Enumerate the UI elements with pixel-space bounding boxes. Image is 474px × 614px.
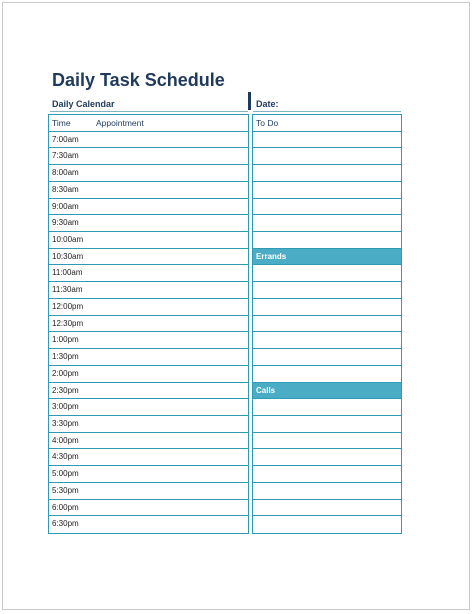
- task-entry-row[interactable]: [253, 199, 401, 216]
- errands-section-title: Errands: [256, 251, 287, 261]
- time-slot-row[interactable]: [49, 148, 248, 165]
- time-slot-row[interactable]: [49, 416, 248, 433]
- time-slot-row[interactable]: [49, 265, 248, 282]
- time-slot-row[interactable]: [49, 433, 248, 450]
- time-slot-label: 6:00pm: [52, 502, 79, 512]
- time-slot-label: 12:00pm: [52, 301, 84, 311]
- schedule-header-row: [49, 115, 248, 132]
- task-entry-row[interactable]: [253, 282, 401, 299]
- time-slot-label: 12:30pm: [52, 318, 84, 328]
- time-slot-row[interactable]: [49, 483, 248, 500]
- time-slot-label: 7:30am: [52, 151, 79, 161]
- time-slot-label: 9:00am: [52, 201, 79, 211]
- task-entry-row[interactable]: [253, 416, 401, 433]
- todo-header-row: [253, 115, 401, 132]
- time-slot-row[interactable]: [49, 165, 248, 182]
- time-slot-row[interactable]: [49, 332, 248, 349]
- time-slot-row[interactable]: [49, 282, 248, 299]
- task-entry-row[interactable]: [253, 399, 401, 416]
- task-entry-row[interactable]: [253, 483, 401, 500]
- time-column-header: Time: [52, 118, 71, 128]
- time-slot-label: 7:00am: [52, 134, 79, 144]
- task-entry-row[interactable]: [253, 316, 401, 333]
- time-slot-row[interactable]: [49, 299, 248, 316]
- time-slot-row[interactable]: [49, 215, 248, 232]
- task-entry-row[interactable]: [253, 148, 401, 165]
- calls-header-row: [253, 383, 401, 400]
- page-title: Daily Task Schedule: [52, 70, 225, 90]
- date-accent-bar: [248, 92, 251, 110]
- time-slot-label: 2:30pm: [52, 385, 79, 395]
- task-entry-row[interactable]: [253, 215, 401, 232]
- time-slot-label: 11:30am: [52, 285, 83, 295]
- time-slot-label: 4:00pm: [52, 435, 79, 445]
- time-slot-label: 6:30pm: [52, 519, 79, 529]
- time-slot-label: 10:30am: [52, 251, 84, 261]
- time-slot-row[interactable]: [49, 249, 248, 266]
- time-slot-row[interactable]: [49, 383, 248, 400]
- task-entry-row[interactable]: [253, 332, 401, 349]
- task-entry-row[interactable]: [253, 349, 401, 366]
- time-slot-row[interactable]: [49, 132, 248, 149]
- time-slot-label: 9:30am: [52, 218, 79, 228]
- task-entry-row[interactable]: [253, 165, 401, 182]
- appointment-column-header: Appointment: [96, 118, 144, 128]
- task-entry-row[interactable]: [253, 433, 401, 450]
- time-slot-row[interactable]: [49, 199, 248, 216]
- time-slot-label: 8:30am: [52, 184, 79, 194]
- task-entry-row[interactable]: [253, 232, 401, 249]
- time-slot-label: 8:00am: [52, 168, 79, 178]
- time-slot-row[interactable]: [49, 349, 248, 366]
- task-entry-row[interactable]: [253, 299, 401, 316]
- task-entry-row[interactable]: [253, 366, 401, 383]
- time-slot-label: 11:00am: [52, 268, 83, 278]
- task-entry-row[interactable]: [253, 132, 401, 149]
- time-slot-label: 2:00pm: [52, 368, 79, 378]
- time-slot-label: 5:30pm: [52, 485, 79, 495]
- time-slot-row[interactable]: [49, 500, 248, 517]
- calls-section-title: Calls: [256, 385, 276, 395]
- time-slot-row[interactable]: [49, 516, 248, 533]
- date-underline: [253, 111, 401, 112]
- time-slot-row[interactable]: [49, 366, 248, 383]
- todo-section-title: To Do: [256, 118, 279, 128]
- time-slot-row[interactable]: [49, 449, 248, 466]
- task-entry-row[interactable]: [253, 516, 401, 533]
- time-slot-row[interactable]: [49, 466, 248, 483]
- time-slot-row[interactable]: [49, 399, 248, 416]
- time-slot-label: 10:00am: [52, 235, 84, 245]
- task-entry-row[interactable]: [253, 466, 401, 483]
- appointment-grid: [48, 114, 249, 534]
- task-entry-row[interactable]: [253, 449, 401, 466]
- task-grid: [252, 114, 402, 534]
- errands-header-row: [253, 249, 401, 266]
- time-slot-label: 4:30pm: [52, 452, 79, 462]
- time-slot-label: 3:00pm: [52, 402, 79, 412]
- calendar-underline: [50, 111, 248, 112]
- time-slot-label: 3:30pm: [52, 418, 79, 428]
- time-slot-row[interactable]: [49, 316, 248, 333]
- time-slot-row[interactable]: [49, 182, 248, 199]
- task-entry-row[interactable]: [253, 500, 401, 517]
- task-entry-row[interactable]: [253, 265, 401, 282]
- time-slot-label: 1:00pm: [52, 335, 79, 345]
- time-slot-label: 1:30pm: [52, 352, 79, 362]
- date-label: Date:: [256, 99, 279, 109]
- time-slot-label: 5:00pm: [52, 469, 79, 479]
- daily-calendar-label: Daily Calendar: [52, 99, 115, 109]
- time-slot-row[interactable]: [49, 232, 248, 249]
- task-entry-row[interactable]: [253, 182, 401, 199]
